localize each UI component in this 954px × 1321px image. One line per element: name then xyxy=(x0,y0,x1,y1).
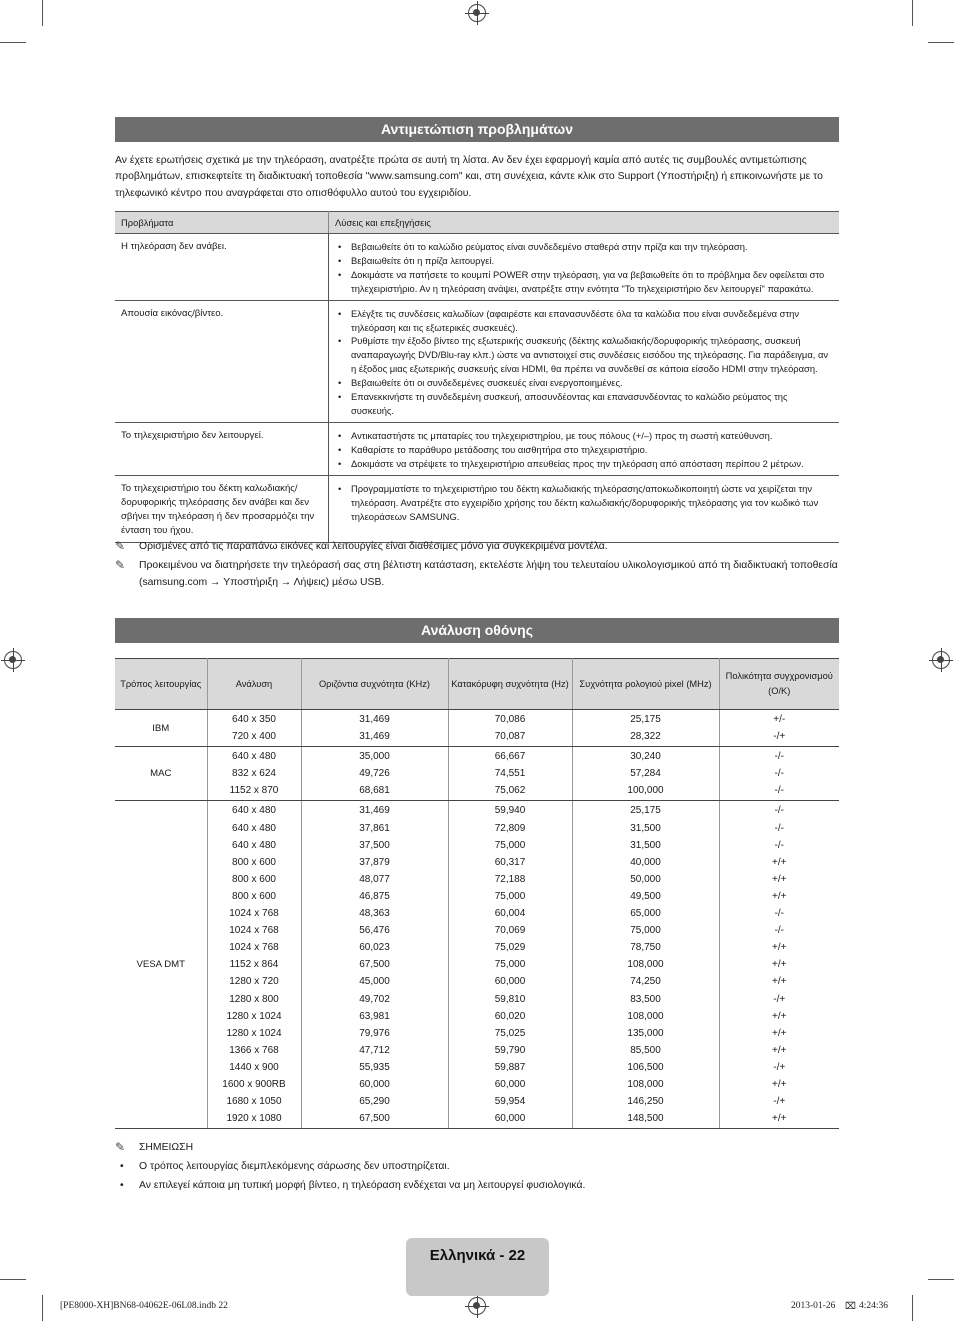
cell-value: -/+ xyxy=(773,1096,786,1108)
cell-value: +/+ xyxy=(772,1044,787,1056)
cell-value: 60,023 xyxy=(359,942,390,954)
cell-value: 25,175 xyxy=(630,714,661,725)
cell-value: 79,976 xyxy=(359,1027,390,1039)
cell-value: -/+ xyxy=(773,993,786,1005)
mode-cell: MAC xyxy=(115,747,207,801)
cell-value: 1152 x 864 xyxy=(229,959,279,971)
solutions-cell xyxy=(329,300,840,422)
cell-value: 37,500 xyxy=(359,839,390,851)
cell-value: 46,875 xyxy=(359,890,390,902)
registration-mark-icon xyxy=(468,1297,486,1315)
cell-value: 37,879 xyxy=(359,856,390,868)
cell-value: 60,000 xyxy=(359,1078,390,1090)
cell-value: 70,086 xyxy=(494,714,526,725)
cell-value: 59,954 xyxy=(494,1096,526,1108)
cell-value: 640 x 480 xyxy=(232,822,276,834)
mode-cell: IBM xyxy=(115,710,207,747)
registration-mark-icon xyxy=(468,4,486,22)
cell-value: 640 x 350 xyxy=(232,714,276,725)
page-number-badge: Ελληνικά - 22 xyxy=(406,1238,549,1296)
cell-value: 148,500 xyxy=(627,1113,664,1125)
cell-value: 65,290 xyxy=(359,1096,390,1108)
cell-value: 75,025 xyxy=(494,1027,526,1039)
vertical-frequency-cell xyxy=(448,747,572,801)
cell-value: 1440 x 900 xyxy=(229,1061,279,1073)
cell-value: 65,000 xyxy=(630,908,661,920)
list-item: • Βεβαιωθείτε ότι η πρίζα λειτουργεί. xyxy=(351,254,833,268)
cell-value: 31,469 xyxy=(359,805,390,817)
cell-value: +/- xyxy=(773,714,786,725)
cell-value: 57,284 xyxy=(630,768,661,780)
sync-polarity-cell xyxy=(719,747,839,801)
cell-value: 63,981 xyxy=(359,1010,390,1022)
cell-value: 1152 x 870 xyxy=(229,785,279,797)
cell-value: 49,500 xyxy=(630,890,661,902)
troubleshooting-table xyxy=(115,211,839,543)
column-header-sync-polarity: Πολικότητα συγχρονισμού (Ο/Κ) xyxy=(719,659,839,710)
cell-value: -/- xyxy=(774,751,784,763)
cell-value: 56,476 xyxy=(359,925,390,937)
cell-value: 640 x 480 xyxy=(232,805,276,817)
table-row xyxy=(115,475,839,542)
troubleshooting-heading: Αντιμετώπιση προβλημάτων xyxy=(115,117,839,142)
cell-value: 1280 x 1024 xyxy=(226,1027,282,1039)
cell-value: +/+ xyxy=(772,1010,787,1022)
cell-value: 60,020 xyxy=(494,1010,526,1022)
cell-value: 59,940 xyxy=(494,805,526,817)
cell-value: 48,077 xyxy=(359,873,390,885)
cell-value: 832 x 624 xyxy=(232,768,276,780)
crop-mark xyxy=(928,42,954,43)
cell-value: 60,317 xyxy=(494,856,526,868)
list-item: • Δοκιμάστε να στρέψετε το τηλεχειριστήριο απευθείας προς την τηλεόραση από απόσταση περίπου 2 μέτρων. xyxy=(351,457,833,471)
solutions-cell xyxy=(329,475,840,542)
cell-value: +/+ xyxy=(772,873,787,885)
cell-value: +/+ xyxy=(772,1027,787,1039)
note xyxy=(115,557,839,591)
cell-value: +/+ xyxy=(772,1078,787,1090)
list-item: • Ελέγξτε τις συνδέσεις καλωδίων (αφαιρέστε και επανασυνδέστε όλα τα καλώδια που είναι συνδεδεμένα στην τηλεόραση και τις εξωτερικές συσκευές). xyxy=(351,307,833,335)
crop-mark xyxy=(912,1295,913,1321)
cell-value: 55,935 xyxy=(359,1061,390,1073)
cell-value: 75,029 xyxy=(494,942,526,954)
cell-value: 47,712 xyxy=(359,1044,390,1056)
cell-value: 1024 x 768 xyxy=(229,942,279,954)
column-header-pixel-clock: Συχνότητα ρολογιού pixel (MHz) xyxy=(572,659,719,710)
note-text: Προκειμένου να διατηρήσετε την τηλεόρασή σας στη βέλτιστη κατάσταση, εκτελέστε λήψη του τελευταίου υλικολογισμικού από τη διαδικτυακή τοποθεσία (samsung.com → Υποστήριξη → Λήψεις) μέσω USB. xyxy=(139,560,838,588)
footer-date: 2013-01-26 xyxy=(791,1301,836,1311)
note-label: ΣΗΜΕΙΩΣΗ xyxy=(139,1142,194,1153)
column-header-mode: Τρόπος λειτουργίας xyxy=(115,659,207,710)
cell-value: 66,667 xyxy=(494,751,526,763)
problem-cell: Το τηλεχειριστήριο δεν λειτουργεί. xyxy=(115,422,329,475)
footer-time: 4:24:36 xyxy=(859,1301,889,1311)
cell-value: 108,000 xyxy=(627,1078,664,1090)
sync-polarity-cell xyxy=(719,710,839,747)
cell-value: 1280 x 720 xyxy=(229,976,279,988)
horizontal-frequency-cell xyxy=(301,710,448,747)
table-row xyxy=(115,422,839,475)
table-row xyxy=(115,801,839,1129)
cell-value: 45,000 xyxy=(359,976,390,988)
column-header-horizontal-frequency: Οριζόντια συχνότητα (KHz) xyxy=(301,659,448,710)
note xyxy=(115,538,839,555)
cell-value: 31,469 xyxy=(359,731,390,743)
list-item: • Ρυθμίστε την έξοδο βίντεο της εξωτερικής συσκευής (δέκτης καλωδιακής/δορυφορικής τηλεόρασης, συσκευή αναπαραγωγής DVD/Blu-ray κλπ.) ώστε να αντιστοιχεί στις συνδέσεις εισόδου της τηλεόρασης. Για παράδειγμα, αν η έξοδος μιας εξωτερικής συσκευής είναι HDMI, θα πρέπει να συνδεθεί σε κάποια είσοδο HDMI στην τηλεόραση. xyxy=(351,334,833,376)
problem-cell: Απουσία εικόνας/βίντεο. xyxy=(115,300,329,422)
table-row xyxy=(115,234,839,301)
sync-polarity-cell xyxy=(719,801,839,1129)
cell-value: 70,087 xyxy=(494,731,526,743)
crop-mark xyxy=(0,1279,26,1280)
list-item: • Δοκιμάστε να πατήσετε το κουμπί POWER στην τηλεόραση, για να βεβαιωθείτε ότι το πρόβλημα δεν οφείλεται στο τηλεχειριστήριο. Αν η τηλεόραση ανάψει, ανατρέξτε στην ενότητα "Το τηλεχειριστήριο δεν λειτουργεί" παρακάτω. xyxy=(351,268,833,296)
cell-value: 59,790 xyxy=(494,1044,526,1056)
list-item: • Αντικαταστήστε τις μπαταρίες του τηλεχειριστηρίου, με τους πόλους (+/–) προς τη σωστή κατεύθυνση. xyxy=(351,429,833,443)
problem-cell: Η τηλεόραση δεν ανάβει. xyxy=(115,234,329,301)
cell-value: -/+ xyxy=(773,731,786,743)
cell-value: 35,000 xyxy=(359,751,390,763)
pencil-note-icon: ✎ xyxy=(115,558,126,572)
crop-mark xyxy=(928,1279,954,1280)
cell-value: 49,702 xyxy=(359,993,390,1005)
cell-value: 30,240 xyxy=(630,751,661,763)
column-header-resolution: Ανάλυση xyxy=(207,659,301,710)
problem-cell: Το τηλεχειριστήριο του δέκτη καλωδιακής/δορυφορικής τηλεόρασης δεν ανάβει και δεν σβήνει την τηλεόραση ή δεν προσαρμόζει την ένταση του ήχου. xyxy=(115,475,329,542)
cell-value: -/- xyxy=(774,839,784,851)
cell-value: 72,809 xyxy=(494,822,526,834)
solutions-cell xyxy=(329,234,840,301)
cell-value: 1024 x 768 xyxy=(229,925,279,937)
cell-value: 720 x 400 xyxy=(232,731,276,743)
cell-value: 108,000 xyxy=(627,1010,664,1022)
cell-value: -/- xyxy=(774,908,784,920)
pencil-note-icon: ✎ xyxy=(115,539,126,553)
cell-value: 1280 x 1024 xyxy=(226,1010,282,1022)
cell-value: 800 x 600 xyxy=(232,890,276,902)
cell-value: 108,000 xyxy=(627,959,664,971)
cell-value: 100,000 xyxy=(627,785,664,797)
resolution-table xyxy=(115,658,839,1129)
resolution-cell xyxy=(207,801,301,1129)
cell-value: 37,861 xyxy=(359,822,390,834)
note xyxy=(115,1139,839,1156)
cell-value: 31,500 xyxy=(630,839,661,851)
cell-value: 59,887 xyxy=(494,1061,526,1073)
crop-mark xyxy=(0,42,26,43)
crop-mark xyxy=(42,0,43,26)
cell-value: 146,250 xyxy=(627,1096,664,1108)
list-item: • Βεβαιωθείτε ότι το καλώδιο ρεύματος είναι συνδεδεμένο σταθερά στην πρίζα και την τηλεόραση. xyxy=(351,240,833,254)
cell-value: 1600 x 900RB xyxy=(222,1078,286,1090)
cell-value: 106,500 xyxy=(627,1061,664,1073)
resolution-cell xyxy=(207,710,301,747)
pencil-note-icon: ✎ xyxy=(115,1140,126,1154)
footer-file-info: [PE8000-XH]BN68-04062E-06L08.indb 22 xyxy=(60,1301,228,1311)
note-text: Ορισμένες από τις παραπάνω εικόνες και λειτουργίες είναι διαθέσιμες μόνο για συγκεκριμένα μοντέλα. xyxy=(139,541,608,552)
list-item: • Βεβαιωθείτε ότι οι συνδεδεμένες συσκευές είναι ενεργοποιημένες. xyxy=(351,376,833,390)
cell-value: 74,250 xyxy=(630,976,661,988)
registration-mark-icon xyxy=(932,651,950,669)
cell-value: 74,551 xyxy=(494,768,526,780)
cell-value: 67,500 xyxy=(359,959,390,971)
cell-value: 640 x 480 xyxy=(232,751,276,763)
cell-value: 60,000 xyxy=(494,1078,526,1090)
cell-value: 800 x 600 xyxy=(232,856,276,868)
cell-value: -/+ xyxy=(773,1061,786,1073)
cell-value: +/+ xyxy=(772,890,787,902)
cell-value: 75,000 xyxy=(494,839,526,851)
cell-value: 49,726 xyxy=(359,768,390,780)
list-item: • Επανεκκινήστε τη συνδεδεμένη συσκευή, αποσυνδέοντας και επανασυνδέοντας το καλώδιο ρεύματος της συσκευής. xyxy=(351,390,833,418)
cell-value: 50,000 xyxy=(630,873,661,885)
horizontal-frequency-cell xyxy=(301,747,448,801)
registration-mark-icon xyxy=(4,651,22,669)
table-row xyxy=(115,710,839,747)
horizontal-frequency-cell xyxy=(301,801,448,1129)
crop-mark xyxy=(42,1295,43,1321)
list-item: • Αν επιλεγεί κάποια μη τυπική μορφή βίντεο, η τηλεόραση ενδέχεται να μη λειτουργεί φυσιολογικά. xyxy=(115,1177,585,1194)
footer-clock-icon: ⌧ xyxy=(845,1302,856,1312)
cell-value: +/+ xyxy=(772,856,787,868)
cell-value: 640 x 480 xyxy=(232,839,276,851)
list-item: • Ο τρόπος λειτουργίας διεμπλεκόμενης σάρωσης δεν υποστηρίζεται. xyxy=(115,1158,450,1175)
cell-value: 75,000 xyxy=(630,925,661,937)
list-item: • Καθαρίστε το παράθυρο μετάδοσης του αισθητήρα στο τηλεχειριστήριο. xyxy=(351,443,833,457)
cell-value: 60,000 xyxy=(494,976,526,988)
cell-value: 1920 x 1080 xyxy=(226,1113,282,1125)
cell-value: 70,069 xyxy=(494,925,526,937)
vertical-frequency-cell xyxy=(448,710,572,747)
solutions-cell xyxy=(329,422,840,475)
cell-value: 60,000 xyxy=(494,1113,526,1125)
cell-value: -/- xyxy=(774,785,784,797)
vertical-frequency-cell xyxy=(448,801,572,1129)
cell-value: 85,500 xyxy=(630,1044,661,1056)
cell-value: +/+ xyxy=(772,1113,787,1125)
cell-value: 60,004 xyxy=(494,908,526,920)
mode-cell: VESA DMT xyxy=(115,801,207,1129)
pixel-clock-cell xyxy=(572,710,719,747)
cell-value: -/- xyxy=(774,822,784,834)
list-item: • Προγραμματίστε το τηλεχειριστήριο του δέκτη καλωδιακής τηλεόρασης/αποκωδικοποιητή ώστε να χειρίζεται την τηλεόραση. Ανατρέξτε στο εγχειρίδιο χρήσης του δέκτη καλωδιακής/δορυφορικής τηλεόρασης για τον κωδικό των τηλεοράσεων SAMSUNG. xyxy=(351,482,833,524)
column-header-solutions: Λύσεις και επεξηγήσεις xyxy=(329,212,840,234)
table-row xyxy=(115,300,839,422)
cell-value: 1366 x 768 xyxy=(229,1044,279,1056)
column-header-problems: Προβλήματα xyxy=(115,212,329,234)
column-header-vertical-frequency: Κατακόρυφη συχνότητα (Hz) xyxy=(448,659,572,710)
pixel-clock-cell xyxy=(572,801,719,1129)
cell-value: 68,681 xyxy=(359,785,390,797)
cell-value: 25,175 xyxy=(630,805,661,817)
cell-value: -/- xyxy=(774,925,784,937)
cell-value: 1280 x 800 xyxy=(229,993,279,1005)
cell-value: 75,000 xyxy=(494,890,526,902)
cell-value: 1024 x 768 xyxy=(229,908,279,920)
cell-value: 75,000 xyxy=(494,959,526,971)
cell-value: 28,322 xyxy=(630,731,661,743)
cell-value: 78,750 xyxy=(630,942,661,954)
crop-mark xyxy=(912,0,913,26)
resolution-cell xyxy=(207,747,301,801)
table-row xyxy=(115,747,839,801)
cell-value: -/- xyxy=(774,768,784,780)
cell-value: 83,500 xyxy=(630,993,661,1005)
resolution-heading: Ανάλυση οθόνης xyxy=(115,618,839,643)
cell-value: 135,000 xyxy=(627,1027,664,1039)
cell-value: 67,500 xyxy=(359,1113,390,1125)
cell-value: 72,188 xyxy=(494,873,526,885)
cell-value: +/+ xyxy=(772,942,787,954)
cell-value: 31,469 xyxy=(359,714,390,725)
cell-value: 40,000 xyxy=(630,856,661,868)
cell-value: 1680 x 1050 xyxy=(226,1096,282,1108)
cell-value: 800 x 600 xyxy=(232,873,276,885)
cell-value: -/- xyxy=(774,805,784,817)
cell-value: 59,810 xyxy=(494,993,526,1005)
cell-value: +/+ xyxy=(772,976,787,988)
cell-value: 31,500 xyxy=(630,822,661,834)
cell-value: 48,363 xyxy=(359,908,390,920)
cell-value: +/+ xyxy=(772,959,787,971)
troubleshooting-intro: Αν έχετε ερωτήσεις σχετικά με την τηλεόραση, ανατρέξτε πρώτα σε αυτή τη λίστα. Αν δεν έχει εφαρμογή καμία από αυτές τις συμβουλές αντιμετώπισης προβλημάτων, επισκεφτείτε τη διαδικτυακή τοποθεσία "www.samsung.com" και, στη συνέχεια, κάντε κλικ στο Support (Υποστήριξη) ή επικοινωνήστε με το τηλεφωνικό κέντρο που αναγράφεται στο οπισθόφυλλο αυτού του εγχειριδίου. xyxy=(115,155,823,199)
pixel-clock-cell xyxy=(572,747,719,801)
cell-value: 75,062 xyxy=(494,785,526,797)
